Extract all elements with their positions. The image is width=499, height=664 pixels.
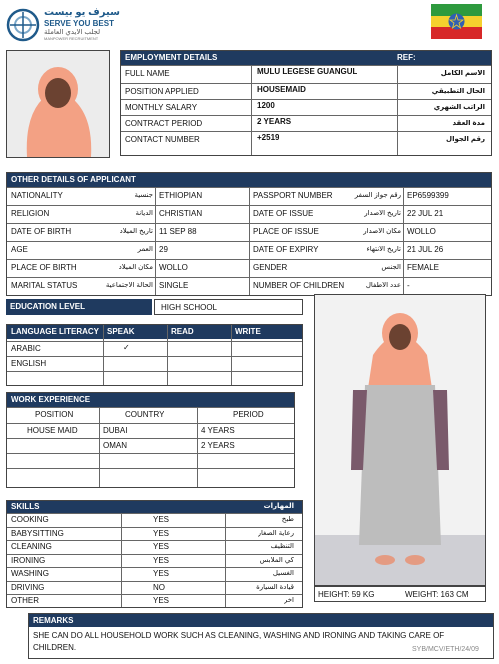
ref-label: REF: bbox=[397, 53, 416, 62]
document-code: SYB/MCV/ETH/24/09 bbox=[412, 646, 479, 653]
other-value-2: WOLLO bbox=[407, 228, 436, 236]
other-label-ar: مكان الميلاد bbox=[118, 264, 153, 271]
skill-value: YES bbox=[153, 516, 170, 524]
employment-title: EMPLOYMENT DETAILS bbox=[125, 53, 218, 62]
skill-value: YES bbox=[153, 529, 170, 538]
skill-value: NO bbox=[153, 583, 165, 592]
other-value: CHRISTIAN bbox=[159, 210, 203, 218]
work-experience-table bbox=[6, 392, 295, 488]
employment-value: 2 YEARS bbox=[257, 118, 292, 126]
measurements-row bbox=[314, 586, 486, 602]
other-label-2: PASSPORT NUMBER bbox=[253, 192, 333, 200]
work-period: 4 YEARS bbox=[201, 427, 235, 435]
employment-value: +2519 bbox=[257, 134, 280, 142]
skill-value: YES bbox=[153, 556, 170, 565]
education-row bbox=[6, 299, 303, 315]
other-value: SINGLE bbox=[159, 282, 189, 290]
agency-sub: MANPOWER RECRUITMENT bbox=[44, 37, 99, 41]
other-label-ar: تاريخ الميلاد bbox=[119, 228, 153, 235]
agency-logo-icon bbox=[6, 8, 40, 42]
language-divider bbox=[103, 325, 104, 385]
skills-title-ar: المهارات bbox=[263, 503, 294, 510]
skill-name: IRONING bbox=[11, 556, 46, 565]
employment-label: CONTRACT PERIOD bbox=[125, 120, 203, 128]
work-divider bbox=[197, 407, 198, 487]
agency-english-name: SERVE YOU BEST bbox=[44, 20, 114, 28]
other-label: NATIONALITY bbox=[11, 192, 63, 200]
work-experience-header: WORK EXPERIENCE bbox=[7, 393, 294, 407]
agency-logo bbox=[6, 6, 120, 44]
other-label-ar: جنسية bbox=[134, 192, 153, 199]
language-divider bbox=[231, 325, 232, 385]
height-value: HEIGHT: 59 KG bbox=[318, 591, 375, 599]
employment-label-ar: الاسم الكامل bbox=[440, 70, 485, 77]
education-label: EDUCATION LEVEL bbox=[6, 299, 152, 315]
work-header-cell: COUNTRY bbox=[125, 411, 165, 419]
other-label: MARITAL STATUS bbox=[11, 282, 78, 290]
other-value-2: - bbox=[407, 282, 410, 290]
education-value: HIGH SCHOOL bbox=[161, 304, 218, 312]
remarks-header: REMARKS bbox=[29, 614, 493, 627]
other-label-2: DATE OF ISSUE bbox=[253, 210, 314, 218]
skill-name-ar: الغسيل bbox=[272, 570, 294, 577]
work-row bbox=[7, 468, 294, 484]
other-value: WOLLO bbox=[159, 264, 188, 272]
other-label-2: GENDER bbox=[253, 264, 288, 272]
language-row bbox=[7, 341, 302, 357]
other-label: DATE OF BIRTH bbox=[11, 228, 72, 236]
employment-label: MONTHLY SALARY bbox=[125, 104, 198, 112]
other-label-2-ar: رقم جواز السفر bbox=[354, 192, 401, 199]
other-value: ETHIOPIAN bbox=[159, 192, 203, 200]
other-label-ar: العمر bbox=[137, 246, 153, 253]
skill-name: COOKING bbox=[11, 516, 49, 524]
skill-name: WASHING bbox=[11, 570, 49, 578]
agency-arabic-sub: لجلب الايدي العاملة bbox=[44, 29, 101, 36]
skill-divider bbox=[225, 513, 226, 607]
ethiopia-flag bbox=[431, 4, 482, 39]
other-label-2-ar: تاريخ الانتهاء bbox=[366, 246, 401, 253]
work-divider bbox=[99, 407, 100, 487]
employment-divider bbox=[397, 65, 398, 155]
other-label-2-ar: الجنس bbox=[381, 264, 401, 271]
skill-name: OTHER bbox=[11, 597, 39, 605]
language-divider bbox=[167, 325, 168, 385]
work-row bbox=[7, 453, 294, 469]
employment-label: CONTACT NUMBER bbox=[125, 136, 200, 144]
employment-value: HOUSEMAID bbox=[257, 86, 306, 94]
other-label-ar: الديانة bbox=[135, 210, 153, 217]
other-label: RELIGION bbox=[11, 210, 50, 218]
skill-name: DRIVING bbox=[11, 583, 45, 592]
language-speak: ✓ bbox=[123, 344, 130, 352]
skill-value: YES bbox=[153, 570, 170, 578]
other-label-2-ar: تاريخ الاصدار bbox=[364, 210, 401, 217]
skill-name-ar: كي الملابس bbox=[259, 556, 294, 564]
other-divider bbox=[403, 187, 404, 295]
other-divider bbox=[155, 187, 156, 295]
work-period: 2 YEARS bbox=[201, 442, 235, 450]
work-row bbox=[7, 438, 294, 454]
other-label-2-ar: عدد الاطفال bbox=[365, 282, 401, 289]
work-country: DUBAI bbox=[103, 427, 128, 435]
skill-name-ar: قيادة السيارة bbox=[256, 583, 294, 591]
skill-name: BABYSITTING bbox=[11, 529, 64, 538]
employment-label: POSITION APPLIED bbox=[125, 88, 199, 96]
other-label-2: DATE OF EXPIRY bbox=[253, 246, 319, 254]
other-details-table bbox=[6, 172, 492, 296]
skill-value: YES bbox=[153, 543, 170, 551]
skill-name-ar: طبخ bbox=[281, 516, 294, 523]
skill-value: YES bbox=[153, 597, 170, 605]
other-value-2: EP6599399 bbox=[407, 192, 449, 200]
other-value-2: FEMALE bbox=[407, 264, 440, 272]
work-header-cell: POSITION bbox=[35, 411, 74, 419]
other-label-ar: الحالة الاجتماعية bbox=[105, 282, 153, 289]
skill-divider bbox=[121, 513, 122, 607]
employment-label-ar: رقم الجوال bbox=[446, 136, 485, 143]
skill-name-ar: التنظيف bbox=[270, 543, 294, 550]
applicant-full-photo bbox=[314, 294, 486, 586]
agency-arabic-name: سيرف يو بيست bbox=[44, 8, 120, 18]
other-label: AGE bbox=[11, 246, 28, 254]
employment-label: FULL NAME bbox=[125, 70, 170, 78]
skill-name-ar: رعاية الصغار bbox=[257, 529, 294, 537]
work-header-cell: PERIOD bbox=[233, 411, 264, 419]
employment-label-ar: مدة العقد bbox=[452, 120, 485, 127]
language-header-cell: LANGUAGE LITERACY bbox=[11, 328, 99, 336]
employment-label-ar: الراتب الشهري bbox=[433, 104, 485, 111]
language-row bbox=[7, 356, 302, 372]
other-value: 11 SEP 88 bbox=[159, 228, 197, 236]
employment-divider bbox=[251, 65, 252, 155]
employment-details-table bbox=[120, 50, 492, 156]
other-divider bbox=[249, 187, 250, 295]
other-label-2: PLACE OF ISSUE bbox=[253, 228, 319, 236]
work-position: HOUSE MAID bbox=[27, 427, 78, 435]
other-value-2: 22 JUL 21 bbox=[407, 210, 444, 218]
other-value-2: 21 JUL 26 bbox=[407, 246, 444, 254]
skills-table bbox=[6, 500, 303, 608]
employment-details-header bbox=[121, 51, 491, 65]
language-header-cell: SPEAK bbox=[107, 328, 135, 336]
other-value: 29 bbox=[159, 246, 168, 254]
work-country: OMAN bbox=[103, 442, 127, 450]
other-label-2: NUMBER OF CHILDREN bbox=[253, 282, 345, 290]
skills-header bbox=[7, 501, 302, 513]
language-table bbox=[6, 324, 303, 386]
remarks-text: SHE CAN DO ALL HOUSEHOLD WORK SUCH AS CLEANING, WASHING AND IRONING AND TAKING CARE OF CHILDREN. bbox=[33, 631, 445, 652]
weight-value: WEIGHT: 163 CM bbox=[405, 591, 469, 599]
other-label: PLACE OF BIRTH bbox=[11, 264, 77, 272]
skill-name: CLEANING bbox=[11, 543, 52, 551]
other-label-2-ar: مكان الاصدار bbox=[363, 228, 401, 235]
employment-value: MULU LEGESE GUANGUL bbox=[257, 68, 358, 76]
language-header-cell: READ bbox=[171, 328, 194, 336]
employment-value: 1200 bbox=[257, 102, 275, 110]
employment-label-ar: الحال التطبيقي bbox=[431, 88, 485, 95]
other-details-header: OTHER DETAILS OF APPLICANT bbox=[7, 173, 491, 187]
language-name: ENGLISH bbox=[11, 360, 47, 368]
language-name: ARABIC bbox=[11, 345, 41, 353]
skill-name-ar: آخر bbox=[283, 597, 294, 604]
language-header-cell: WRITE bbox=[235, 328, 261, 336]
education-value-box bbox=[154, 299, 303, 315]
language-row bbox=[7, 371, 302, 387]
skills-title: SKILLS bbox=[11, 502, 40, 511]
applicant-portrait bbox=[6, 50, 110, 158]
